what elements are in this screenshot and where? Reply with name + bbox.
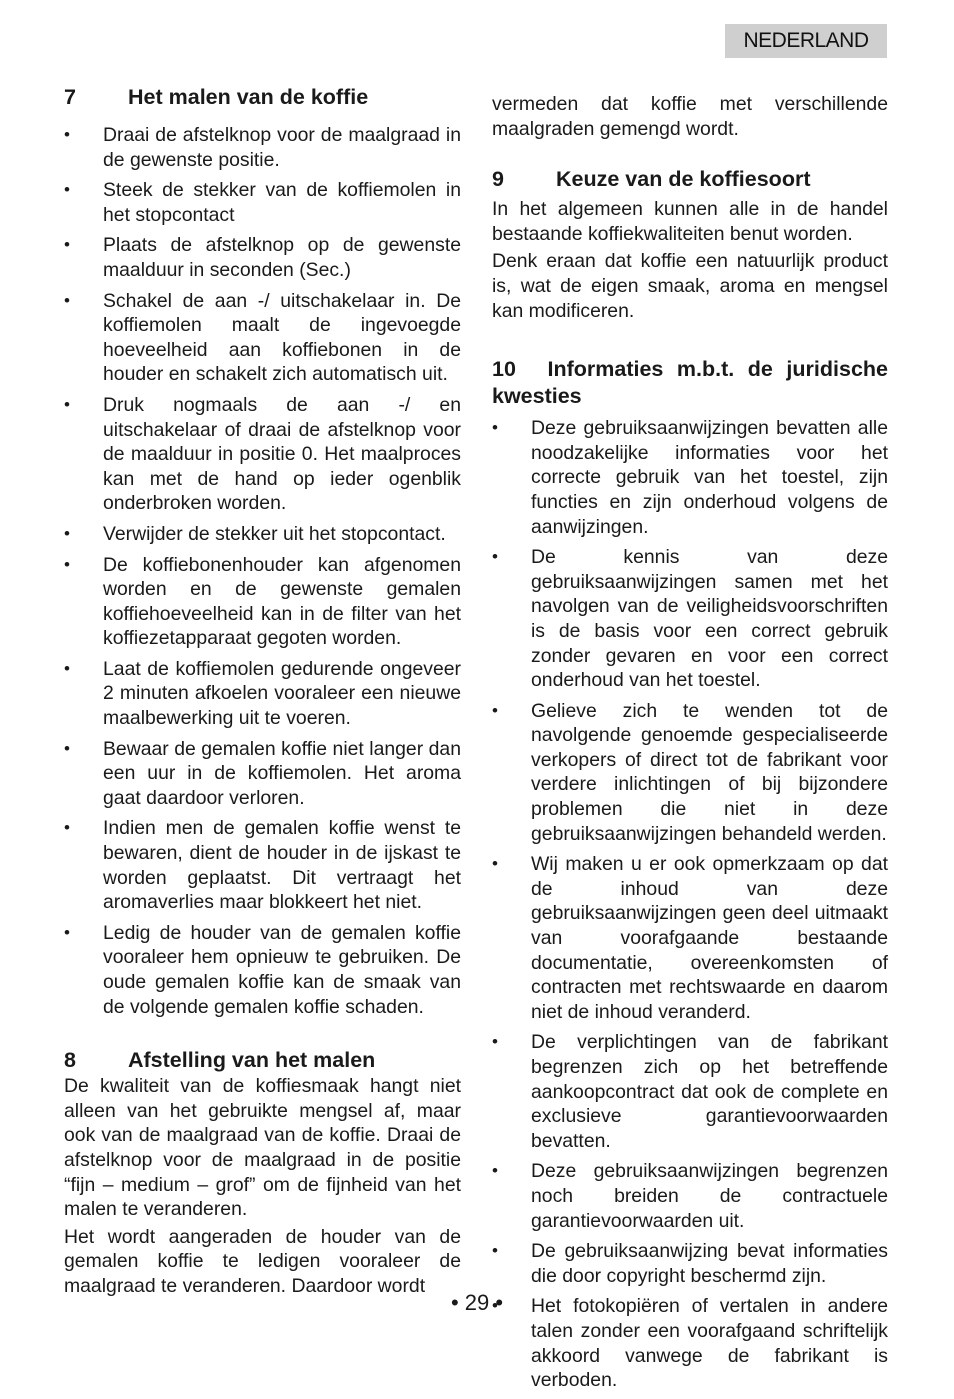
section-title: Het malen van de koffie [128,85,369,109]
list-item: • Steek de stekker van de koffiemolen in het stopcontact [64,178,461,227]
left-column [64,84,461,1302]
section-title: Keuze van de koffiesoort [556,167,811,192]
section-number: 7 [64,85,76,109]
paragraph: In het algemeen kunnen alle in de handel bestaande koffiekwaliteiten benut worden. [492,198,888,245]
section-10-heading [492,356,888,410]
section-number: 8 [64,1048,76,1073]
paragraph: Denk eraan dat koffie een natuurlijk product is, wat de eigen smaak, aroma en mengsel kan modificeren. [492,250,888,322]
section-10-list [492,416,888,1393]
section-title: Informaties m.b.t. de juridische kwesties [492,357,888,409]
right-column [492,92,888,1399]
section-8-heading [64,1047,461,1074]
list-item: • De verplichtingen van de fabrikant begrenzen zich op het betreffende aankoopcontract dat ook de complete en exclusieve garantievoorwaarden bevatten. [492,1030,888,1153]
list-item: • Bewaar de gemalen koffie niet langer dan een uur in de koffiemolen. Het aroma gaat daardoor verloren. [64,737,461,811]
paragraph: De kwaliteit van de koffiesmaak hangt niet alleen van het gebruikte mengsel af, maar ook van de maalgraad van de koffie. Draai de afstelknop voor de maalgraad in de positie “fijn – medium – grof” om de fijnheid van het malen te veranderen. [64,1075,461,1221]
list-item: • Gelieve zich te wenden tot de navolgende genoemde gespecialiseerde verkopers of direct tot de fabrikant voor verdere inlichtingen of bij bijzondere problemen die niet in deze gebruiksaanwijzingen behandeld werden. [492,699,888,847]
list-item: • Het fotokopiëren of vertalen in andere talen zonder een voorafgaand schriftelijk akkoord vanwege de fabrikant is verboden. [492,1294,888,1392]
section-7-list [64,123,461,1019]
page-number: • 29 • [450,1290,504,1315]
language-tab: NEDERLAND [725,24,887,58]
list-item: • De kennis van deze gebruiksaanwijzingen samen met het navolgen van de veiligheidsvoorschriften is de basis voor een correct gebruik zonder gevaren en voor een correct onderhoud van het toestel. [492,545,888,693]
list-item: • De gebruiksaanwijzing bevat informaties die door copyright beschermd zijn. [492,1239,888,1288]
list-item: • Laat de koffiemolen gedurende ongeveer 2 minuten afkoelen vooraleer een nieuwe maalbewerking uit te voeren. [64,657,461,731]
section-number: 9 [492,167,504,192]
paragraph: Het wordt aangeraden de houder van de gemalen koffie te ledigen vooraleer de maalgraad te veranderen. Daardoor wordt [64,1225,461,1297]
list-item: • Indien men de gemalen koffie wenst te bewaren, dient de houder in de ijskast te worden geplaatst. Dit vertraagt het aromaverlies maar blokkeert het niet. [64,816,461,914]
list-item: • Ledig de houder van de gemalen koffie vooraleer hem opnieuw te gebruiken. De oude gemalen koffie kan de smaak van de volgende gemalen koffie schaden. [64,921,461,1019]
list-item: • Plaats de afstelknop op de gewenste maalduur in seconden (Sec.) [64,233,461,282]
list-item: • Wij maken u er ook opmerkzaam op dat de inhoud van deze gebruiksaanwijzingen geen deel uitmaakt van voorafgaande bestaande documentatie, overeenkomsten of contracten met rechtswaarde en daarom niet de inhoud veranderd. [492,852,888,1024]
list-item: • Verwijder de stekker uit het stopcontact. [64,522,461,547]
list-item: • Schakel de aan -/ uitschakelaar in. De koffiemolen maalt de ingevoegde hoeveelheid aan koffiebonen in de houder en schakelt zich automatisch uit. [64,289,461,387]
section-9-heading [492,166,888,193]
section-title: Afstelling van het malen [128,1048,376,1073]
list-item: • Deze gebruiksaanwijzingen begrenzen noch breiden de contractuele garantievoorwaarden uit. [492,1159,888,1233]
list-item: • Druk nogmaals de aan -/ en uitschakelaar of draai de afstelknop voor de maalduur in positie 0. Het maalproces kan met de hand op ieder ogenblik onderbroken worden. [64,393,461,516]
section-number: 10 [492,357,516,382]
paragraph: vermeden dat koffie met verschillende maalgraden gemengd wordt. [492,93,888,140]
list-item: • De koffiebonenhouder kan afgenomen worden en de gewenste gemalen koffiehoeveelheid kan in de filter van het koffiezetapparaat gegoten worden. [64,553,461,651]
list-item: • Draai de afstelknop voor de maalgraad in de gewenste positie. [64,123,461,172]
list-item: • Deze gebruiksaanwijzingen bevatten alle noodzakelijke informaties voor het correcte gebruik van het toestel, zijn functies en zijn onderhoud volgens de aanwijzingen. [492,416,888,539]
section-7-heading [64,84,461,111]
